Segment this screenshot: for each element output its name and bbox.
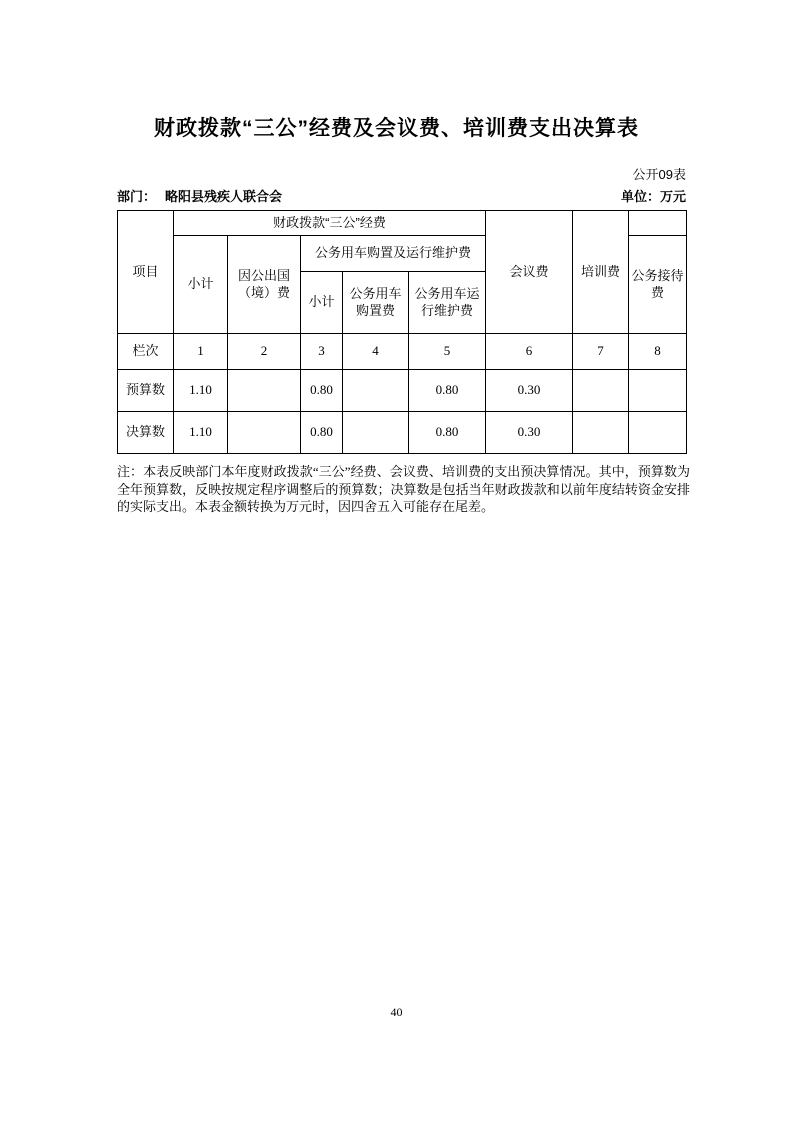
final-value-cell	[228, 412, 301, 454]
header-subtotal-cell: 小计	[174, 236, 228, 334]
budget-value-cell	[629, 370, 687, 412]
col-index-cell: 5	[409, 334, 486, 370]
header-item-cell: 项目	[118, 211, 174, 334]
final-value-cell: 0.80	[301, 412, 343, 454]
column-index-row	[118, 334, 687, 370]
table-code-label: 公开09表	[632, 167, 686, 182]
col-index-cell: 7	[573, 334, 629, 370]
budget-row	[118, 370, 687, 412]
meta-row	[117, 186, 686, 205]
page-number: 40	[390, 1005, 403, 1019]
unit-label: 单位：万元	[620, 189, 686, 204]
budget-value-cell: 0.80	[301, 370, 343, 412]
col-index-cell: 3	[301, 334, 343, 370]
final-value-cell	[343, 412, 409, 454]
budget-value-cell	[573, 370, 629, 412]
row-label: 决算数	[118, 412, 174, 454]
row-label: 栏次	[118, 334, 174, 370]
final-value-cell	[629, 412, 687, 454]
header-vehicle-group-cell: 公务用车购置及运行维护费	[301, 236, 486, 272]
col-index-cell: 6	[486, 334, 573, 370]
department-name: 略阳县残疾人联合会	[165, 189, 283, 204]
col-index-cell: 1	[174, 334, 228, 370]
row-label: 预算数	[118, 370, 174, 412]
header-vehicle-purchase-cell: 公务用车购置费	[343, 272, 409, 334]
final-value-cell: 1.10	[174, 412, 228, 454]
col-index-cell: 4	[343, 334, 409, 370]
header-training-cell: 培训费	[573, 211, 629, 334]
final-value-cell: 0.80	[409, 412, 486, 454]
header-row-1	[118, 211, 687, 236]
header-sangong-group-cell: 财政拨款“三公”经费	[174, 211, 486, 236]
budget-value-cell	[228, 370, 301, 412]
final-value-cell	[573, 412, 629, 454]
header-vehicle-operation-cell: 公务用车运行维护费	[409, 272, 486, 334]
page-title: 财政拨款“三公”经费及会议费、培训费支出决算表	[154, 117, 639, 140]
col-index-cell: 2	[228, 334, 301, 370]
header-meeting-cell: 会议费	[486, 211, 573, 334]
sangong-expense-table	[117, 210, 687, 454]
note-text: 注：本表反映部门本年度财政拨款“三公”经费、会议费、培训费的支出预决算情况。其中，预算数为全年预算数，反映按规定程序调整后的预算数；决算数是包括当年财政拨款和以前年度结转资金安排的实际支出。本表金额转换为万元时，因四舍五入可能存在尾差。	[117, 464, 690, 514]
department-line	[117, 186, 282, 205]
budget-value-cell	[343, 370, 409, 412]
final-accounts-row	[118, 412, 687, 454]
col-index-cell: 8	[629, 334, 687, 370]
header-abroad-cell: 因公出国（境）费	[228, 236, 301, 334]
budget-value-cell: 0.30	[486, 370, 573, 412]
header-reception-cell: 公务接待费	[629, 236, 687, 334]
header-vehicle-subtotal-cell: 小计	[301, 272, 343, 334]
budget-value-cell: 1.10	[174, 370, 228, 412]
department-label: 部门：	[117, 189, 157, 204]
budget-value-cell: 0.80	[409, 370, 486, 412]
final-value-cell: 0.30	[486, 412, 573, 454]
